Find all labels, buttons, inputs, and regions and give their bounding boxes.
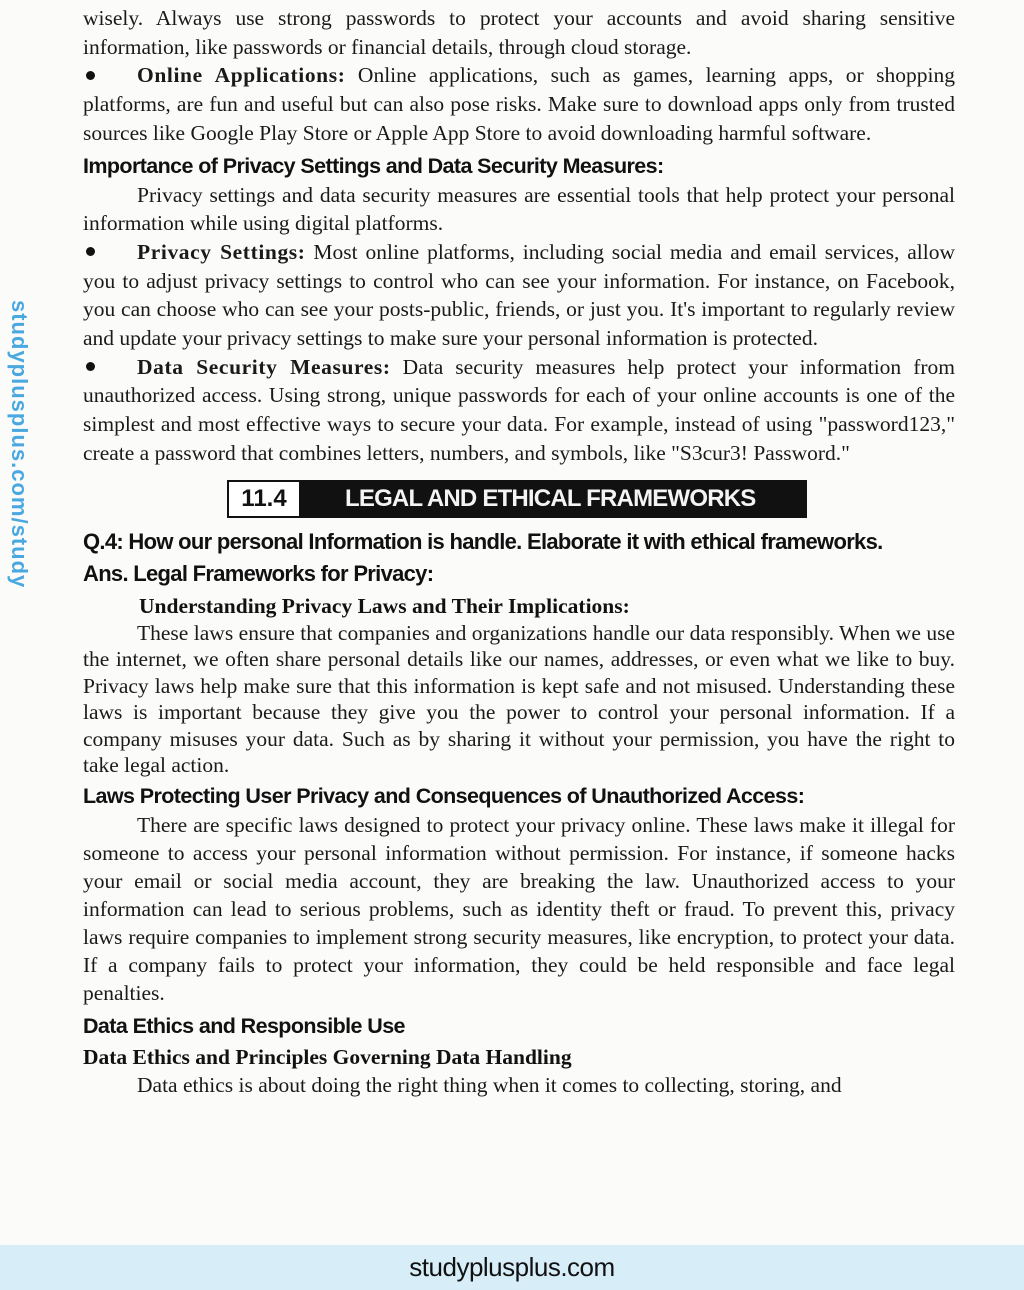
bullet-icon <box>86 71 95 80</box>
chapter-band <box>83 474 955 526</box>
bullet-online-applications <box>83 61 955 147</box>
bullet-term: Online Applications: <box>137 63 346 88</box>
bullet-icon <box>86 362 95 371</box>
heading-laws-protecting: Laws Protecting User Privacy and Consequences of Unauthorized Access: <box>83 783 805 808</box>
document-page <box>83 0 955 1099</box>
chapter-title: LEGAL AND ETHICAL FRAMEWORKS <box>345 484 756 512</box>
heading-data-ethics: Data Ethics and Responsible Use <box>83 1013 405 1038</box>
paragraph-privacy-intro: Privacy settings and data security measures are essential tools that help protect your personal information while using digital platforms. <box>83 182 955 236</box>
bullet-text: Data security measures help protect your information from unauthorized access. Using strong, unique passwords for each of your online accounts is one of the simplest and most effective ways to secure your data. For example, instead of using "password123," create a password that combines letters, numbers, and symbols, like "S3cur3! Password." <box>83 354 955 465</box>
bullet-term: Data Security Measures: <box>137 354 391 379</box>
bullet-icon <box>86 247 95 256</box>
question-heading: Q.4: How our personal Information is handle. Elaborate it with ethical frameworks. <box>83 528 883 554</box>
paragraph-cloud-storage: wisely. Always use strong passwords to protect your accounts and avoid sharing sensitive information, like passwords or financial details, through cloud storage. <box>83 6 955 59</box>
bullet-data-security <box>83 353 955 468</box>
footer-site-link[interactable]: studyplusplus.com <box>409 1252 615 1282</box>
subheading-data-principles: Data Ethics and Principles Governing Data Handling <box>83 1044 572 1069</box>
footer-banner <box>0 1245 1024 1290</box>
heading-privacy-settings: Importance of Privacy Settings and Data Security Measures: <box>83 153 664 178</box>
answer-heading: Ans. Legal Frameworks for Privacy: <box>83 560 434 586</box>
paragraph-laws-protecting: There are specific laws designed to protect your privacy online. These laws make it illegal for someone to access your personal information without permission. For instance, if someone hacks your email or social media account, they are breaking the law. Unauthorized access to your information can lead to serious problems, such as identity theft or fraud. To prevent this, privacy laws require companies to implement strong security measures, like encryption, to protect your data. If a company fails to protect your information, they could be held responsible and face legal penalties. <box>83 812 955 1005</box>
paragraph-privacy-laws: These laws ensure that companies and organizations handle our data responsibly. When we use the internet, we often share personal details like our names, addresses, or even what we like to buy. Privacy laws help make sure that this information is kept safe and not misused. Understanding these laws is important because they give you the power to control your personal information. If a company misuses your data. Such as by sharing it without your permission, you have the right to take legal action. <box>83 620 955 778</box>
subheading-privacy-laws: Understanding Privacy Laws and Their Implications: <box>139 593 630 618</box>
chapter-band-box <box>227 480 807 518</box>
bullet-term: Privacy Settings: <box>137 239 306 264</box>
bullet-text: Online applications, such as games, learning apps, or shopping platforms, are fun and useful but can also pose risks. Make sure to download apps only from trusted sources like Google Play Store or Apple App Store to avoid downloading harmful software. <box>83 63 955 145</box>
chapter-number: 11.4 <box>229 482 301 516</box>
watermark: studyplusplus.com/study <box>7 300 32 589</box>
bullet-privacy-settings <box>83 238 955 353</box>
paragraph-data-ethics: Data ethics is about doing the right thing when it comes to collecting, storing, and <box>137 1072 842 1097</box>
bullet-text: Most online platforms, including social media and email services, allow you to adjust privacy settings to control who can see your information. For instance, on Facebook, you can choose who can see your posts-public, friends, or just you. It's important to regularly review and update your privacy settings to make sure your personal information is protected. <box>83 239 955 351</box>
